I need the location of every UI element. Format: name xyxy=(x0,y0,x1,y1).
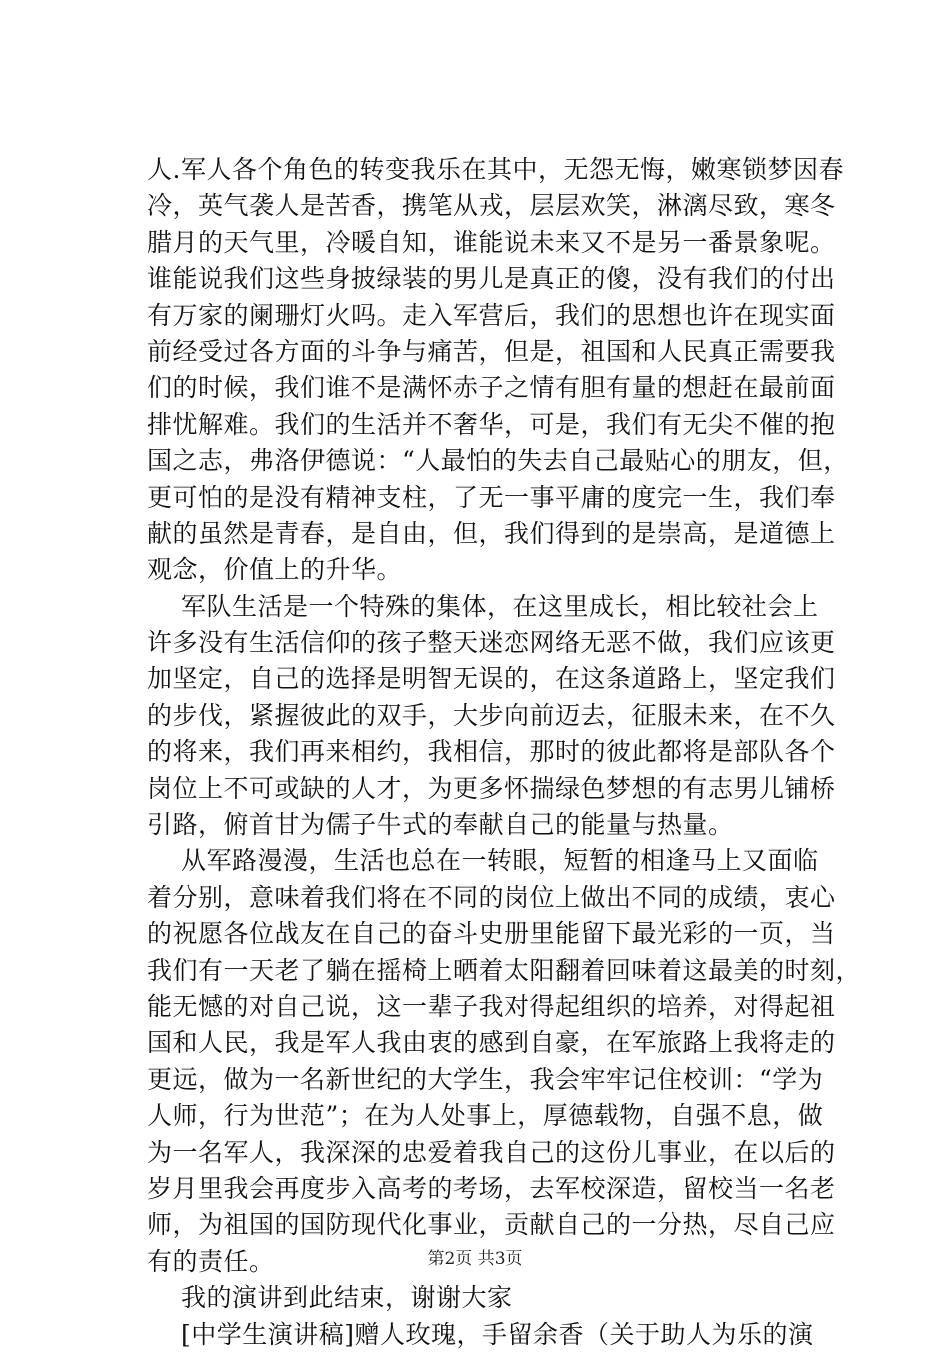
text-line: 能无憾的对自己说，这一辈子我对得起组织的培养，对得起祖 xyxy=(147,991,836,1021)
text-line: 引路，俯首甘为儒子牛式的奉献自己的能量与热量。 xyxy=(147,810,734,840)
text-line: 的将来，我们再来相约，我相信，那时的彼此都将是部队各个 xyxy=(147,737,836,767)
text-line: 我们有一天老了躺在摇椅上晒着太阳翻着回味着这最美的时刻， xyxy=(147,955,862,985)
text-line: 们的时候，我们谁不是满怀赤子之情有胆有量的想赶在最前面 xyxy=(147,373,836,403)
next-article-title-line: [中学生演讲稿]赠人玫瑰，手留余香（关于助人为乐的演 xyxy=(181,1319,814,1349)
text-line: 人.军人各个角色的转变我乐在其中，无怨无悔，嫩寒锁梦因春 xyxy=(147,155,844,184)
text-line: 岗位上不可或缺的人才，为更多怀揣绿色梦想的有志男儿铺桥 xyxy=(147,773,836,803)
text-line: 更可怕的是没有精神支柱，了无一事平庸的度完一生，我们奉 xyxy=(147,482,836,512)
text-line: 人师，行为世范”；在为人处事上，厚德载物，自强不息，做 xyxy=(147,1101,824,1131)
text-line: 着分别，意味着我们将在不同的岗位上做出不同的成绩，衷心 xyxy=(147,882,836,912)
text-line: 有的责任。 xyxy=(147,1246,275,1276)
text-line: 更远，做为一名新世纪的大学生，我会牢牢记住校训：“学为 xyxy=(147,1064,824,1094)
paragraph-start-line: 从军路漫漫，生活也总在一转眼，短暂的相逢马上又面临 xyxy=(181,846,819,876)
text-line: 观念，价值上的升华。 xyxy=(147,555,403,585)
text-line: 岁月里我会再度步入高考的考场，去军校深造，留校当一名老 xyxy=(147,1173,836,1203)
text-line: 腊月的天气里，冷暖自知，谁能说未来又不是另一番景象呢。 xyxy=(147,227,836,257)
document-body xyxy=(147,152,862,1353)
text-line: 排忧解难。我们的生活并不奢华，可是，我们有无尖不催的抱 xyxy=(147,409,836,439)
text-line: 的步伐，紧握彼此的双手，大步向前迈去，征服未来，在不久 xyxy=(147,700,836,730)
page-number-footer: 第2页 共3页 xyxy=(427,1249,523,1269)
closing-line: 我的演讲到此结束，谢谢大家 xyxy=(181,1283,513,1313)
text-line: 国和人民，我是军人我由衷的感到自豪，在军旅路上我将走的 xyxy=(147,1028,836,1058)
text-line: 的祝愿各位战友在自己的奋斗史册里能留下最光彩的一页，当 xyxy=(147,919,836,949)
paragraph-start-line: 军队生活是一个特殊的集体，在这里成长，相比较社会上 xyxy=(181,591,819,621)
text-line: 师，为祖国的国防现代化事业，贡献自己的一分热，尽自己应 xyxy=(147,1210,836,1240)
text-line: 冷，英气袭人是苦香，携笔从戎，层层欢笑，淋漓尽致，寒冬 xyxy=(147,191,836,221)
text-line: 许多没有生活信仰的孩子整天迷恋网络无恶不做，我们应该更 xyxy=(147,628,836,658)
text-line: 有万家的阑珊灯火吗。走入军营后，我们的思想也许在现实面 xyxy=(147,300,836,330)
text-line: 国之志，弗洛伊德说：“人最怕的失去自己最贴心的朋友，但， xyxy=(147,446,849,476)
text-line: 谁能说我们这些身披绿装的男儿是真正的傻，没有我们的付出 xyxy=(147,264,836,294)
text-line: 加坚定，自己的选择是明智无误的，在这条道路上，坚定我们 xyxy=(147,664,836,694)
text-line: 为一名军人，我深深的忠爱着我自己的这份儿事业，在以后的 xyxy=(147,1137,836,1167)
text-line: 前经受过各方面的斗争与痛苦，但是，祖国和人民真正需要我 xyxy=(147,336,836,366)
text-line: 献的虽然是青春，是自由，但，我们得到的是崇高，是道德上 xyxy=(147,518,836,548)
